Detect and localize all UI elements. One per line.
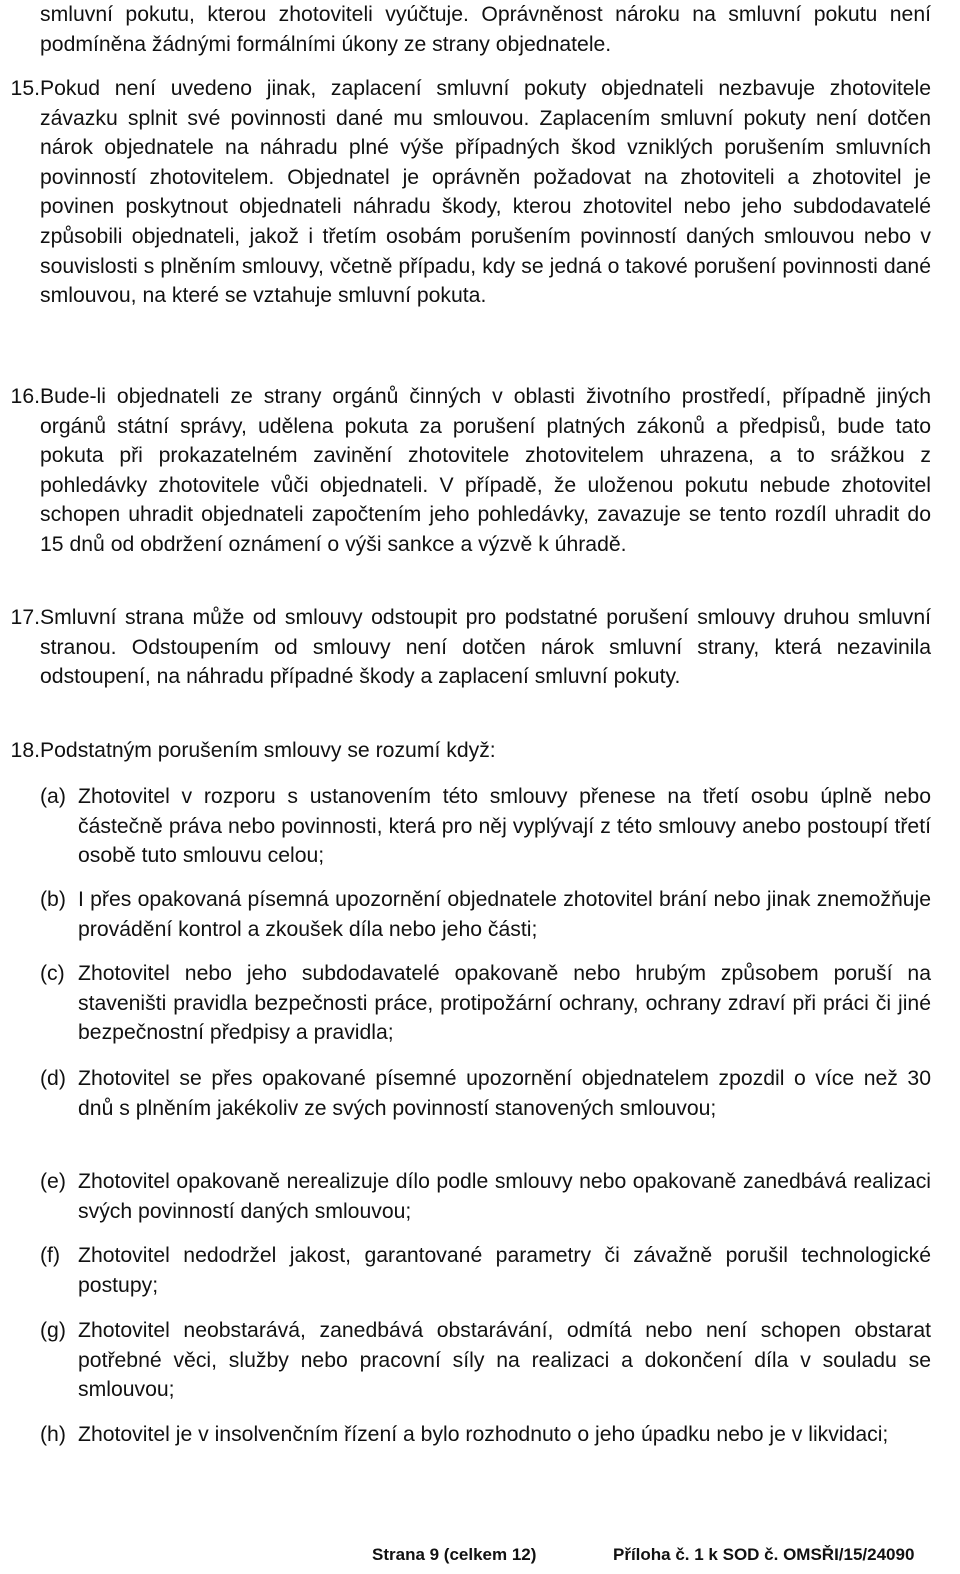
- subitem-text: Zhotovitel je v insolvenčním řízení a bylo rozhodnuto o jeho úpadku nebo je v likvidaci;: [78, 1423, 889, 1446]
- subitem-g: [40, 1316, 931, 1405]
- clause-17: [0, 603, 931, 692]
- page-number: Strana 9 (celkem 12): [372, 1545, 537, 1564]
- clause-number: 16.: [10, 385, 40, 408]
- subitem-text: Zhotovitel nedodržel jakost, garantované parametry či závažně porušil technologické postupy;: [78, 1244, 931, 1297]
- clause-text: Bude-li objednateli ze strany orgánů činných v oblasti životního prostředí, případně jiných orgánů státní správy, udělena pokuta za porušení platných zákonů a předpisů, bude tato pokuta při prokazatelném zavinění zhotovitele zhotovitelem uhrazena, a to srážkou z pohledávky zhotovitele vůči objednateli. V případě, že uloženou pokutu nebude zhotovitel schopen uhradit objednateli započtením jeho pohledávky, zavazuje se tento rozdíl uhradit do 15 dnů od obdržení oznámení o výši sankce a výzvě k úhradě.: [40, 385, 931, 556]
- attachment-reference: Příloha č. 1 k SOD č. OMSŘI/15/24090: [613, 1545, 915, 1564]
- subitem-label: (e): [40, 1170, 66, 1193]
- subitem-e: [40, 1167, 931, 1226]
- subitem-label: (b): [40, 888, 66, 911]
- clause-text: Pokud není uvedeno jinak, zaplacení smluvní pokuty objednateli nezbavuje zhotovitele závazku splnit své povinnosti dané mu smlouvou. Zaplacením smluvní pokuty není dotčen nárok objednatele na náhradu plné výše případných škod vzniklých porušením smluvních povinností zhotovitelem. Objednatel je oprávněn požadovat na zhotoviteli a zhotovitel je povinen poskytnout objednateli náhradu škody, kterou zhotovitel nebo jeho subdodavatelé způsobili objednateli, jakož i třetím osobám porušením povinností daných smlouvou nebo v souvislosti s plněním smlouvy, včetně případu, kdy se jedná o takové porušení povinnosti dané smlouvou, na které se vztahuje smluvní pokuta.: [40, 77, 931, 308]
- subitem-text: Zhotovitel nebo jeho subdodavatelé opakovaně nebo hrubým způsobem poruší na staveništi pravidla bezpečnosti práce, protipožární ochrany, ochrany zdraví při práci či jiné bezpečnostní předpisy a pravidla;: [78, 962, 931, 1045]
- subitem-d: [40, 1064, 931, 1123]
- subitem-label: (a): [40, 785, 66, 808]
- subitem-label: (f): [40, 1244, 60, 1267]
- clause-number: 15.: [10, 77, 40, 100]
- subitem-text: I přes opakovaná písemná upozornění objednatele zhotovitel brání nebo jinak znemožňuje provádění kontrol a zkoušek díla nebo jeho části;: [78, 888, 931, 941]
- subitem-h: [40, 1420, 931, 1450]
- subitem-text: Zhotovitel se přes opakované písemné upozornění objednatelem zpozdil o více než 30 dnů s plněním jakékoliv ze svých povinností stanovených smlouvou;: [78, 1067, 931, 1120]
- clause-number: 17.: [10, 606, 40, 629]
- clause-18: [0, 736, 931, 766]
- clause-16: [0, 382, 931, 560]
- subitem-f: [40, 1241, 931, 1300]
- intro-paragraph: smluvní pokutu, kterou zhotoviteli vyúčtuje. Oprávněnost nároku na smluvní pokutu není podmíněna žádnými formálními úkony ze strany objednatele.: [40, 3, 931, 56]
- subitem-c: [40, 959, 931, 1048]
- clause-text: Smluvní strana může od smlouvy odstoupit pro podstatné porušení smlouvy druhou smluvní stranou. Odstoupením od smlouvy není dotčen nárok smluvní strany, která nezavinila odstoupení, na náhradu případné škody a zaplacení smluvní pokuty.: [40, 606, 931, 689]
- subitem-label: (g): [40, 1319, 66, 1342]
- clause-15: [0, 74, 931, 311]
- clause-number: 18.: [10, 739, 40, 762]
- subitem-text: Zhotovitel neobstarává, zanedbává obstarávání, odmítá nebo není schopen obstarat potřebné věci, služby nebo pracovní síly na realizaci a dokončení díla v souladu se smlouvou;: [78, 1319, 931, 1402]
- subitem-a: [40, 782, 931, 871]
- subitem-b: [40, 885, 931, 944]
- clause-text: Podstatným porušením smlouvy se rozumí když:: [40, 739, 496, 762]
- subitem-label: (d): [40, 1067, 66, 1090]
- subitem-text: Zhotovitel v rozporu s ustanovením této smlouvy přenese na třetí osobu úplně nebo částečně práva nebo povinnosti, která pro něj vyplývají z této smlouvy anebo postoupí třetí osobě tuto smlouvu celou;: [78, 785, 931, 868]
- subitem-label: (h): [40, 1423, 66, 1446]
- subitem-text: Zhotovitel opakovaně nerealizuje dílo podle smlouvy nebo opakovaně zanedbává realizaci svých povinností daných smlouvou;: [78, 1170, 931, 1223]
- subitem-label: (c): [40, 962, 65, 985]
